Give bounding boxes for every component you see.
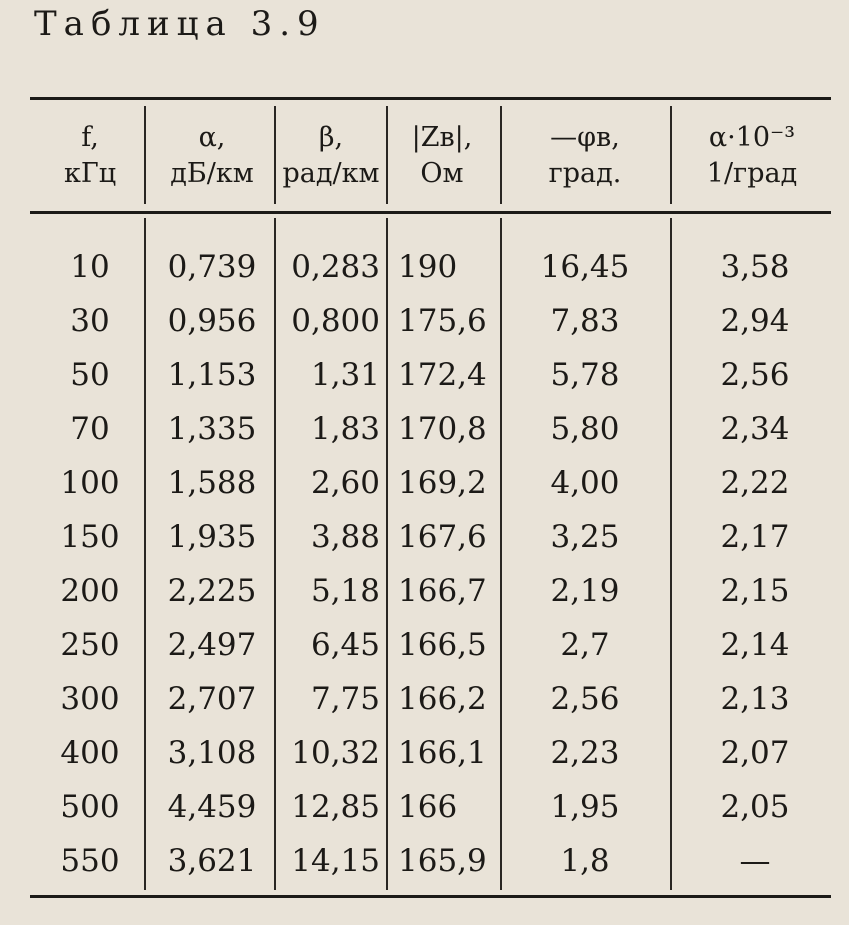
cell-frequency: 150 [60,519,120,555]
cell-phase-angle: 16,45 [540,249,630,285]
cell-alpha-ratio: 2,94 [720,303,790,339]
cell-phase-constant: 2,60 [310,465,380,501]
header-frequency [40,120,140,200]
cell-phase-angle: 1,95 [550,789,620,825]
cell-phase-constant: 6,45 [310,627,380,663]
table-row [0,300,849,342]
cell-phase-angle: 3,25 [550,519,620,555]
cell-impedance: 166,2 [398,681,487,717]
cell-attenuation: 2,707 [167,681,257,717]
table-row [0,732,849,774]
bottom-rule [30,895,831,898]
cell-impedance: 166,5 [398,627,487,663]
column-divider-header [144,106,146,204]
cell-frequency: 200 [60,573,120,609]
cell-attenuation: 2,225 [167,573,257,609]
cell-phase-constant: 14,15 [291,843,380,879]
table-row [0,840,849,882]
cell-impedance: 175,6 [398,303,487,339]
header-frequency-symbol: f, [81,122,99,153]
table-caption: Таблица 3.9 [34,4,326,44]
header-impedance-symbol: |Zв|, [411,122,473,153]
cell-frequency: 50 [70,357,110,393]
cell-phase-angle: 2,7 [560,627,610,663]
table-row [0,408,849,450]
header-phase-constant-symbol: β, [318,122,344,153]
cell-impedance: 166 [398,789,458,825]
header-alpha-ratio-symbol: α·10⁻³ [708,122,796,153]
cell-alpha-ratio: 2,15 [720,573,790,609]
cell-frequency: 400 [60,735,120,771]
cell-phase-constant: 5,18 [310,573,380,609]
cell-impedance: 166,7 [398,573,487,609]
header-impedance [384,120,500,200]
cell-frequency: 10 [70,249,110,285]
cell-alpha-ratio: 2,56 [720,357,790,393]
cell-attenuation: 1,588 [167,465,257,501]
header-frequency-unit: кГц [63,158,117,189]
cell-phase-constant: 0,283 [291,249,380,285]
cell-phase-angle: 7,83 [550,303,620,339]
cell-alpha-ratio: 2,07 [720,735,790,771]
cell-impedance: 167,6 [398,519,487,555]
table-row [0,624,849,666]
cell-attenuation: 4,459 [167,789,257,825]
cell-attenuation: 0,739 [167,249,257,285]
cell-alpha-ratio: 2,05 [720,789,790,825]
table-row [0,246,849,288]
header-rule [30,211,831,214]
cell-attenuation: 1,153 [167,357,257,393]
cell-alpha-ratio: 2,34 [720,411,790,447]
cell-frequency: 70 [70,411,110,447]
cell-phase-angle: 2,23 [550,735,620,771]
cell-attenuation: 2,497 [167,627,257,663]
cell-impedance: 165,9 [398,843,487,879]
cell-phase-constant: 7,75 [310,681,380,717]
header-phase-constant-unit: рад/км [282,158,380,189]
header-impedance-unit: Ом [420,158,464,189]
table-row [0,516,849,558]
header-attenuation-symbol: α, [198,122,226,153]
cell-attenuation: 0,956 [167,303,257,339]
cell-alpha-ratio: 2,17 [720,519,790,555]
cell-frequency: 550 [60,843,120,879]
cell-frequency: 300 [60,681,120,717]
cell-phase-constant: 1,83 [310,411,380,447]
cell-alpha-ratio: 2,13 [720,681,790,717]
table-row [0,462,849,504]
table-row [0,570,849,612]
cell-phase-constant: 3,88 [310,519,380,555]
cell-phase-constant: 0,800 [291,303,380,339]
header-alpha-ratio [672,120,832,200]
cell-phase-angle: 2,19 [550,573,620,609]
cell-phase-angle: 5,80 [550,411,620,447]
cell-frequency: 100 [60,465,120,501]
header-phase-constant [276,120,386,200]
cell-frequency: 500 [60,789,120,825]
header-phase-angle [500,120,670,200]
header-attenuation-unit: дБ/км [170,158,254,189]
cell-phase-angle: 5,78 [550,357,620,393]
cell-alpha-ratio: 3,58 [720,249,790,285]
cell-phase-constant: 12,85 [291,789,380,825]
cell-frequency: 30 [70,303,110,339]
cell-alpha-ratio: 2,14 [720,627,790,663]
cell-phase-angle: 4,00 [550,465,620,501]
cell-attenuation: 3,108 [167,735,257,771]
header-alpha-ratio-unit: 1/град [706,158,798,189]
top-rule [30,97,831,100]
cell-impedance: 169,2 [398,465,487,501]
header-phase-angle-unit: град. [548,158,622,189]
table-row [0,786,849,828]
header-attenuation [150,120,274,200]
cell-attenuation: 1,935 [167,519,257,555]
cell-impedance: 170,8 [398,411,487,447]
cell-phase-constant: 10,32 [291,735,380,771]
cell-impedance: 172,4 [398,357,487,393]
cell-alpha-ratio: 2,22 [720,465,790,501]
cell-phase-angle: 1,8 [560,843,610,879]
cell-phase-angle: 2,56 [550,681,620,717]
cell-phase-constant: 1,31 [310,357,380,393]
header-phase-angle-symbol: —φв, [550,122,620,153]
cell-attenuation: 3,621 [167,843,257,879]
cell-frequency: 250 [60,627,120,663]
cell-alpha-ratio: — [739,843,771,879]
table-row [0,354,849,396]
cell-impedance: 166,1 [398,735,487,771]
cell-impedance: 190 [398,249,458,285]
cell-attenuation: 1,335 [167,411,257,447]
table-row [0,678,849,720]
